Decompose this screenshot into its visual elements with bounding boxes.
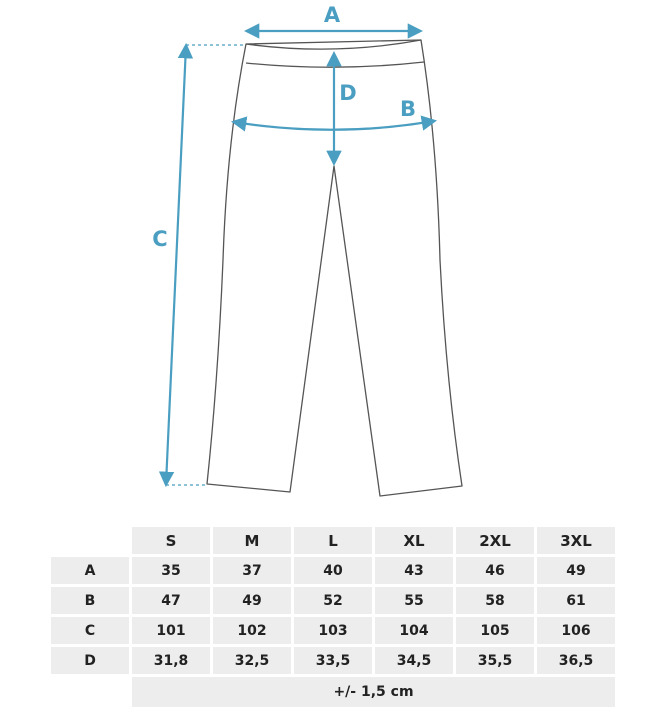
tolerance-spacer <box>51 677 129 707</box>
dimension-a-label: A <box>323 3 341 27</box>
cell-b-s: 47 <box>132 587 210 614</box>
cell-d-3xl: 36,5 <box>537 647 615 674</box>
cell-c-l: 103 <box>294 617 372 644</box>
size-header-3xl: 3XL <box>537 527 615 554</box>
tolerance-row <box>51 677 615 707</box>
dimension-c-label: C <box>152 227 168 251</box>
size-header-s: S <box>132 527 210 554</box>
cell-a-xl: 43 <box>375 557 453 584</box>
cell-d-s: 31,8 <box>132 647 210 674</box>
cell-c-2xl: 105 <box>456 617 534 644</box>
cell-b-l: 52 <box>294 587 372 614</box>
cell-a-2xl: 46 <box>456 557 534 584</box>
cell-a-s: 35 <box>132 557 210 584</box>
cell-c-3xl: 106 <box>537 617 615 644</box>
cell-c-m: 102 <box>213 617 291 644</box>
size-header-xl: XL <box>375 527 453 554</box>
size-header-2xl: 2XL <box>456 527 534 554</box>
size-header-m: M <box>213 527 291 554</box>
dimension-a <box>247 3 420 31</box>
dimension-c-arrow <box>166 46 186 484</box>
size-header-row <box>51 527 615 554</box>
cell-d-l: 33,5 <box>294 647 372 674</box>
cell-c-s: 101 <box>132 617 210 644</box>
size-table <box>48 524 618 710</box>
size-header-l: L <box>294 527 372 554</box>
dimension-d-label: D <box>339 81 357 105</box>
row-label-a: A <box>51 557 129 584</box>
table-row-a <box>51 557 615 584</box>
cell-d-m: 32,5 <box>213 647 291 674</box>
cell-a-m: 37 <box>213 557 291 584</box>
dimension-b-label: B <box>399 97 417 121</box>
cell-a-3xl: 49 <box>537 557 615 584</box>
cell-d-2xl: 35,5 <box>456 647 534 674</box>
row-label-d: D <box>51 647 129 674</box>
row-label-c: C <box>51 617 129 644</box>
cell-b-3xl: 61 <box>537 587 615 614</box>
row-label-b: B <box>51 587 129 614</box>
tolerance-note: +/- 1,5 cm <box>132 677 615 707</box>
table-corner <box>51 527 129 554</box>
table-row-c <box>51 617 615 644</box>
cell-b-2xl: 58 <box>456 587 534 614</box>
cell-a-l: 40 <box>294 557 372 584</box>
table-row-b <box>51 587 615 614</box>
table-row-d <box>51 647 615 674</box>
cell-c-xl: 104 <box>375 617 453 644</box>
cell-b-m: 49 <box>213 587 291 614</box>
cell-d-xl: 34,5 <box>375 647 453 674</box>
cell-b-xl: 55 <box>375 587 453 614</box>
